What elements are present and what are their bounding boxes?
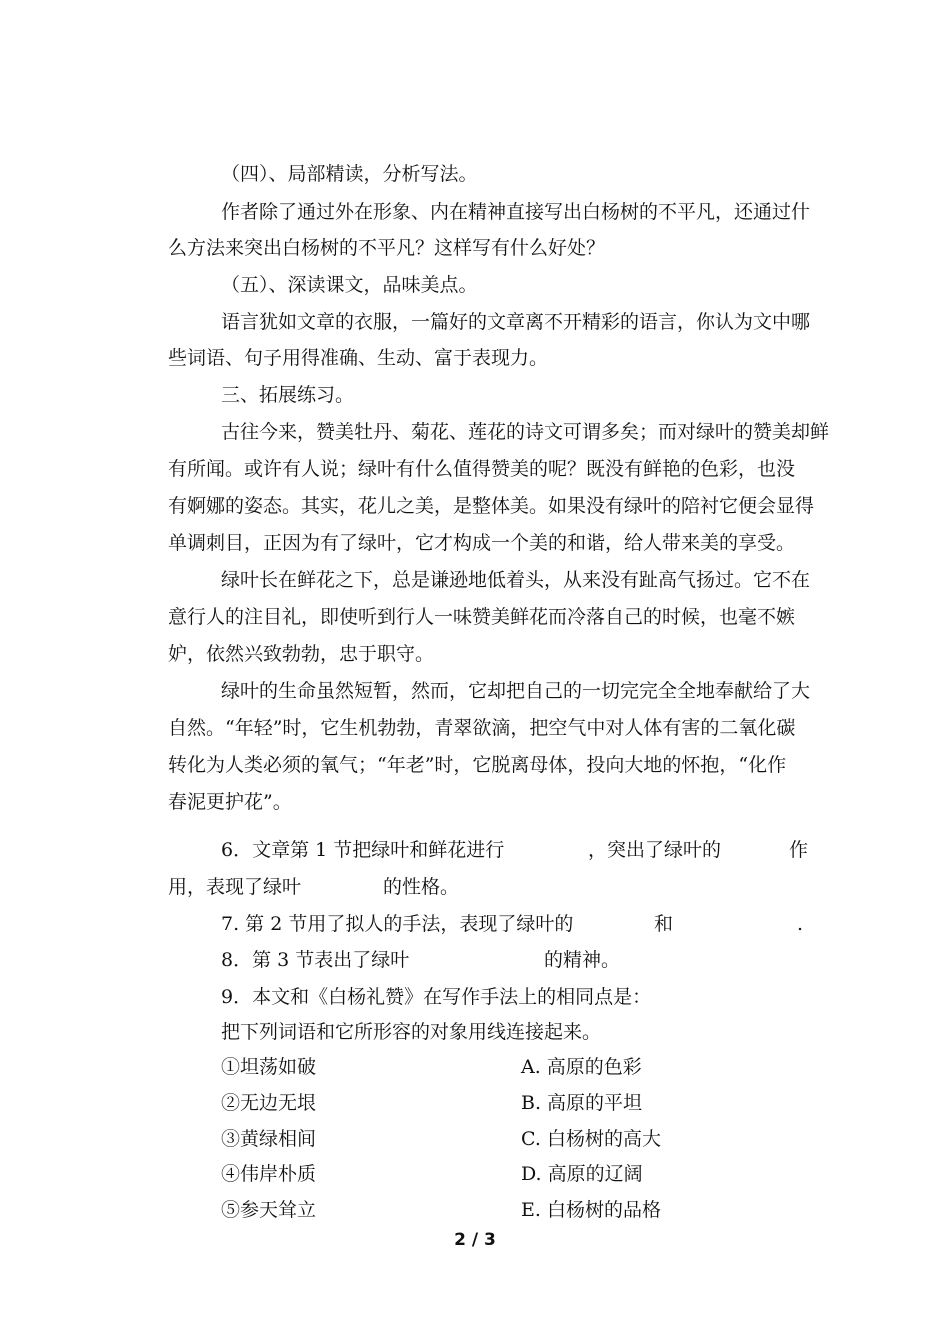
matching-target: B. 高原的平坦	[521, 1092, 643, 1114]
matching-term: ③黄绿相间	[221, 1128, 317, 1150]
section3-heading: 三、拓展练习。	[221, 384, 355, 406]
passage-paragraph-3-line: 转化为人类必须的氧气；“年老”时，它脱离母体，投向大地的怀抱，“化作	[168, 754, 787, 776]
question-6-text: 6．文章第 1 节把绿叶和鲜花进行	[221, 839, 505, 861]
passage-paragraph-3-line: 春泥更护花”。	[168, 791, 292, 813]
matching-instructions: 把下列词语和它所形容的对象用线连接起来。	[221, 1021, 602, 1043]
matching-term: ①坦荡如破	[221, 1056, 317, 1078]
passage-paragraph-1-line: 古往今来，赞美牡丹、菊花、莲花的诗文可谓多矣；而对绿叶的赞美却鲜	[221, 421, 830, 443]
question-7-text: 7. 第 2 节用了拟人的手法，表现了绿叶的	[221, 913, 574, 935]
passage-paragraph-1-line: 单调刺目，正因为有了绿叶，它才构成一个美的和谐，给人带来美的享受。	[168, 532, 796, 554]
section4-question-line-2: 么方法来突出白杨树的不平凡？这样写有什么好处？	[168, 237, 606, 259]
page-number: 2 / 3	[454, 1230, 496, 1250]
question-8-text: 的精神。	[544, 949, 621, 971]
question-6-text: 用，表现了绿叶	[168, 876, 302, 898]
matching-target: D. 高原的辽阔	[521, 1163, 643, 1185]
matching-target: C. 白杨树的高大	[521, 1128, 661, 1150]
question-9: 9．本文和《白杨礼赞》在写作手法上的相同点是：	[221, 986, 652, 1008]
matching-term: ④伟岸朴质	[221, 1163, 317, 1185]
matching-term: ⑤参天耸立	[221, 1199, 317, 1221]
question-7-text: 和	[654, 913, 674, 935]
question-8-text: 8．第 3 节表出了绿叶	[221, 949, 410, 971]
question-6-text: ，突出了绿叶的	[588, 839, 722, 861]
matching-target: E. 白杨树的品格	[521, 1199, 661, 1221]
question-7-text: .	[797, 913, 804, 935]
passage-paragraph-3-line: 自然。“年轻”时，它生机勃勃，青翠欲滴，把空气中对人体有害的二氧化碳	[168, 717, 796, 739]
section4-heading: （四）、局部精读，分析写法。	[221, 163, 478, 185]
passage-paragraph-2-line: 妒，依然兴致勃勃，忠于职守。	[168, 643, 435, 665]
matching-target: A. 高原的色彩	[521, 1056, 642, 1078]
passage-paragraph-1-line: 有婀娜的姿态。其实，花儿之美，是整体美。如果没有绿叶的陪衬它便会显得	[168, 495, 815, 517]
section4-question-line-1: 作者除了通过外在形象、内在精神直接写出白杨树的不平凡，还通过什	[221, 201, 811, 223]
passage-paragraph-1-line: 有所闻。或许有人说；绿叶有什么值得赞美的呢？既没有鲜艳的色彩，也没	[168, 458, 796, 480]
section5-question-line-1: 语言犹如文章的衣服，一篇好的文章离不开精彩的语言，你认为文中哪	[221, 311, 811, 333]
question-6-text: 作	[789, 839, 809, 861]
passage-paragraph-2-line: 意行人的注目礼，即使听到行人一味赞美鲜花而冷落自己的时候，也毫不嫉	[168, 606, 796, 628]
passage-paragraph-2-line: 绿叶长在鲜花之下，总是谦逊地低着头，从来没有趾高气扬过。它不在	[221, 569, 811, 591]
section5-question-line-2: 些词语、句子用得准确、生动、富于表现力。	[168, 347, 549, 369]
section5-heading: （五）、深读课文，品味美点。	[221, 274, 478, 296]
matching-term: ②无边无垠	[221, 1092, 317, 1114]
passage-paragraph-3-line: 绿叶的生命虽然短暂，然而，它却把自己的一切完完全全地奉献给了大	[221, 680, 811, 702]
question-6-text: 的性格。	[383, 876, 460, 898]
